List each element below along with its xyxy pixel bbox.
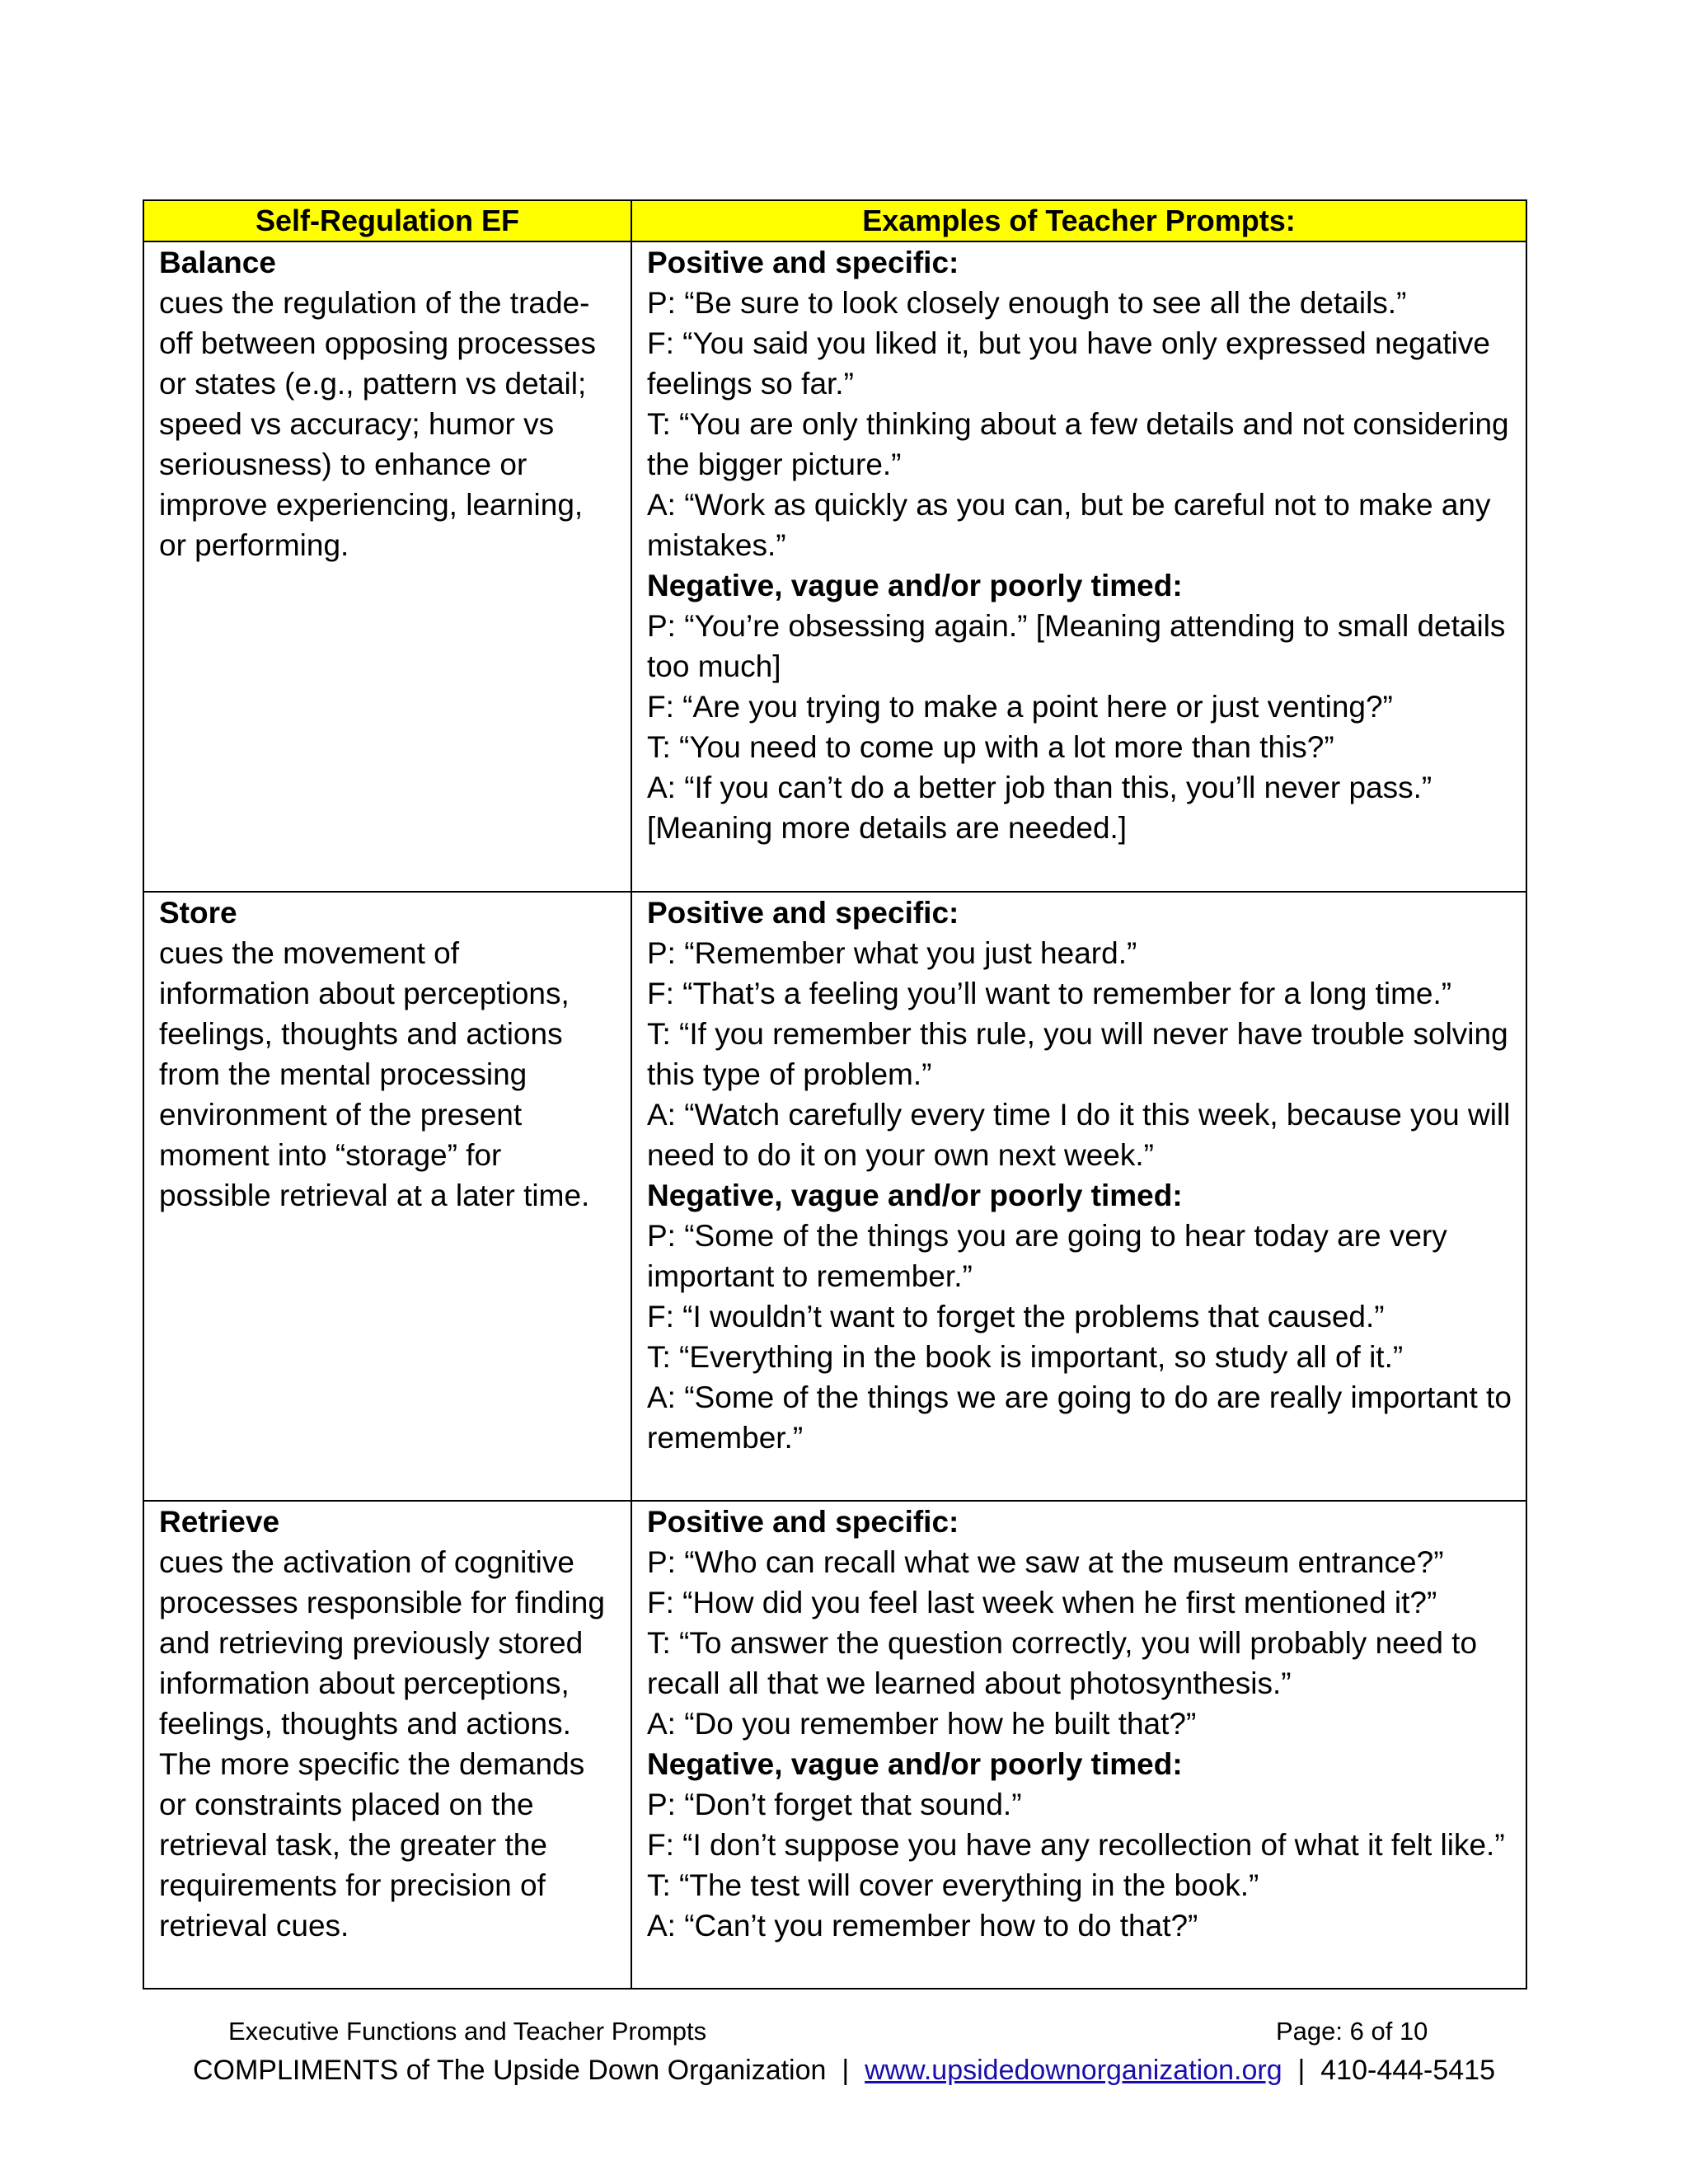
prompt-line: P: “You’re obsessing again.” [Meaning attending to small details too much] bbox=[647, 609, 1506, 683]
prompt-line: F: “You said you liked it, but you have only expressed negative feelings so far.” bbox=[647, 326, 1490, 401]
negative-heading: Negative, vague and/or poorly timed: bbox=[647, 569, 1183, 602]
website-link[interactable]: www.upsidedownorganization.org bbox=[865, 2055, 1282, 2086]
prompt-line: T: “To answer the question correctly, you will probably need to recall all that we learned about photosynthesis.” bbox=[647, 1626, 1478, 1700]
positive-heading: Positive and specific: bbox=[647, 896, 959, 930]
prompt-line: A: “If you can’t do a better job than this, you’ll never pass.” [Meaning more details are needed.] bbox=[647, 771, 1432, 845]
prompt-line: P: “Who can recall what we saw at the museum entrance?” bbox=[647, 1545, 1444, 1579]
prompt-line: F: “Are you trying to make a point here or just venting?” bbox=[647, 690, 1393, 724]
footer-contact-line bbox=[0, 2052, 1688, 2088]
prompt-line: A: “Can’t you remember how to do that?” bbox=[647, 1909, 1198, 1943]
ef-prompts-table bbox=[143, 199, 1527, 1990]
footer-compliments: COMPLIMENTS of The Upside Down Organization bbox=[192, 2055, 827, 2086]
prompt-line: T: “If you remember this rule, you will never have trouble solving this type of problem.” bbox=[647, 1017, 1508, 1091]
positive-heading: Positive and specific: bbox=[647, 246, 959, 279]
prompt-line: P: “Some of the things you are going to hear today are very important to remember.” bbox=[647, 1219, 1447, 1293]
ef-description: cues the movement of information about perceptions, feelings, thoughts and actions from the mental processing environment of the present moment into “storage” for possible retrieval at a later time. bbox=[159, 936, 590, 1212]
ef-cell bbox=[143, 892, 631, 1501]
prompt-line: A: “Some of the things we are going to do are really important to remember.” bbox=[647, 1380, 1512, 1455]
ef-name: Balance bbox=[159, 246, 276, 279]
ef-name: Retrieve bbox=[159, 1505, 280, 1539]
footer-doc-title: Executive Functions and Teacher Prompts bbox=[228, 2017, 707, 2046]
prompt-line: T: “You are only thinking about a few details and not considering the bigger picture.” bbox=[647, 407, 1509, 481]
table-row bbox=[143, 241, 1526, 892]
prompt-line: F: “I wouldn’t want to forget the problems that caused.” bbox=[647, 1300, 1385, 1333]
ef-cell bbox=[143, 241, 631, 892]
footer-phone: 410-444-5415 bbox=[1320, 2055, 1496, 2086]
table-header-row bbox=[143, 200, 1526, 241]
prompts-cell bbox=[631, 241, 1526, 892]
prompt-line: F: “How did you feel last week when he first mentioned it?” bbox=[647, 1586, 1437, 1619]
header-teacher-prompts: Examples of Teacher Prompts: bbox=[631, 200, 1526, 241]
footer-separator: | bbox=[1297, 2055, 1306, 2086]
prompt-line: F: “I don’t suppose you have any recollection of what it felt like.” bbox=[647, 1828, 1505, 1862]
ef-description: cues the activation of cognitive processes responsible for finding and retrieving previously stored information about perceptions, feelings, thoughts and actions. The more specific the demands or constraints placed on the retrieval task, the greater the requirements for precision of retrieval cues. bbox=[159, 1545, 605, 1943]
positive-heading: Positive and specific: bbox=[647, 1505, 959, 1539]
negative-heading: Negative, vague and/or poorly timed: bbox=[647, 1179, 1183, 1212]
prompt-line: T: “Everything in the book is important, so study all of it.” bbox=[647, 1340, 1404, 1374]
prompts-cell bbox=[631, 1501, 1526, 1989]
footer-page-number: Page: 6 of 10 bbox=[1276, 2017, 1428, 2046]
prompt-line: T: “The test will cover everything in the book.” bbox=[647, 1868, 1259, 1902]
prompt-line: A: “Do you remember how he built that?” bbox=[647, 1707, 1197, 1741]
prompt-line: P: “Be sure to look closely enough to see all the details.” bbox=[647, 286, 1407, 320]
prompt-line: A: “Work as quickly as you can, but be careful not to make any mistakes.” bbox=[647, 488, 1491, 562]
prompt-line: F: “That’s a feeling you’ll want to remember for a long time.” bbox=[647, 977, 1452, 1010]
ef-cell bbox=[143, 1501, 631, 1989]
header-self-regulation-ef: Self-Regulation EF bbox=[143, 200, 631, 241]
prompts-cell bbox=[631, 892, 1526, 1501]
table-row bbox=[143, 1501, 1526, 1989]
prompt-line: T: “You need to come up with a lot more than this?” bbox=[647, 730, 1334, 764]
ef-name: Store bbox=[159, 896, 237, 930]
footer-separator: | bbox=[842, 2055, 850, 2086]
prompt-line: P: “Remember what you just heard.” bbox=[647, 936, 1137, 970]
prompt-line: P: “Don’t forget that sound.” bbox=[647, 1788, 1022, 1821]
prompt-line: A: “Watch carefully every time I do it this week, because you will need to do it on your own next week.” bbox=[647, 1098, 1511, 1172]
table-row bbox=[143, 892, 1526, 1501]
ef-description: cues the regulation of the trade-off between opposing processes or states (e.g., pattern vs detail; speed vs accuracy; humor vs seriousness) to enhance or improve experiencing, learning, or performing. bbox=[159, 286, 597, 562]
negative-heading: Negative, vague and/or poorly timed: bbox=[647, 1747, 1183, 1781]
